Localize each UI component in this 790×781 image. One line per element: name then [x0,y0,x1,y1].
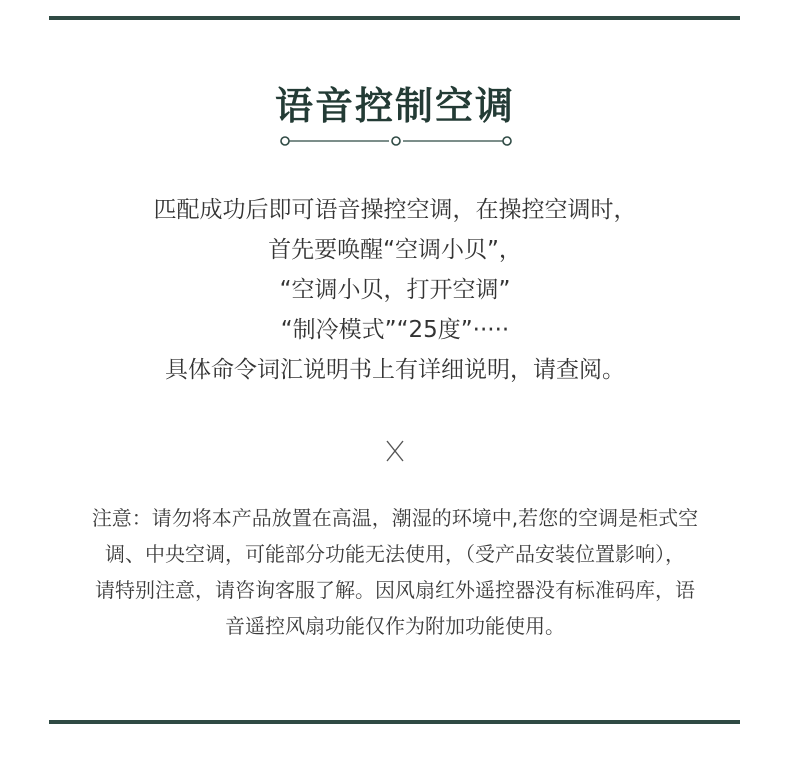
title-ornament [279,134,513,148]
instruction-line: 具体命令词汇说明书上有详细说明，请查阅。 [165,357,625,383]
notice-line: 调、中央空调，可能部分功能无法使用，（受产品安装位置影响）， [105,542,685,566]
notice-line: 请特别注意，请咨询客服了解。因风扇红外遥控器没有标准码库，语 [95,578,695,602]
notice-block [0,500,790,644]
instruction-line: “制冷模式”“25度”····· [280,317,510,343]
notice-line: 音遥控风扇功能仅作为附加功能使用。 [225,614,565,638]
instruction-line: 首先要唤醒“空调小贝”， [268,237,522,263]
notice-line: 注意：请勿将本产品放置在高温，潮湿的环境中,若您的空调是柜式空 [91,506,699,530]
instruction-line: “空调小贝，打开空调” [279,277,511,303]
bottom-divider [49,720,740,724]
page-title: 语音控制空调 [274,84,515,128]
cross-icon [384,438,406,464]
instruction-line: 匹配成功后即可语音操控空调，在操控空调时， [153,197,637,223]
top-divider [49,16,740,20]
instructions-block [0,190,790,390]
